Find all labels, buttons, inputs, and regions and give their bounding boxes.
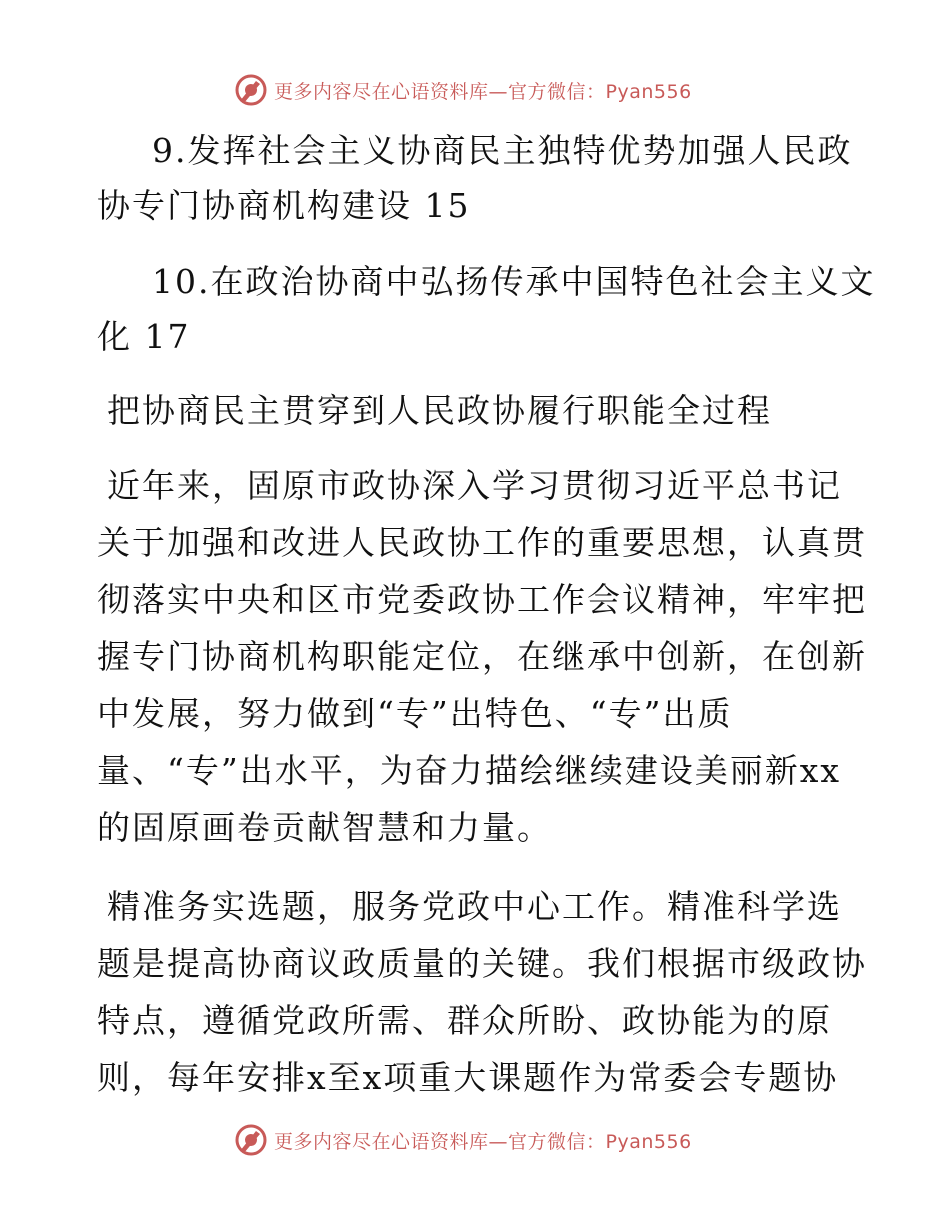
paragraph-line: 彻落实中央和区市党委政协工作会议精神，牢牢把 <box>97 580 867 619</box>
brand-logo-icon <box>234 1123 268 1157</box>
watermark-text: 更多内容尽在心语资料库—官方微信：Pyan556 <box>274 1130 692 1153</box>
watermark-banner-bottom <box>234 1120 714 1160</box>
paragraph-line: 量、“专”出水平，为奋力描绘继续建设美丽新xx <box>97 751 841 790</box>
watermark-banner-top <box>234 70 714 110</box>
toc-line: 协专门协商机构建设 15 <box>97 186 471 225</box>
article-title: 把协商民主贯穿到人民政协履行职能全过程 <box>107 391 772 430</box>
paragraph-line: 关于加强和改进人民政协工作的重要思想，认真贯 <box>97 523 867 562</box>
toc-line: 10.在政治协商中弘扬传承中国特色社会主义文 <box>152 262 876 301</box>
toc-line: 9.发挥社会主义协商民主独特优势加强人民政 <box>152 131 853 170</box>
paragraph-line: 握专门协商机构职能定位，在继承中创新，在创新 <box>97 637 867 676</box>
watermark-text: 更多内容尽在心语资料库—官方微信：Pyan556 <box>274 80 692 103</box>
paragraph-line: 精准务实选题，服务党政中心工作。精准科学选 <box>107 887 842 926</box>
toc-line: 化 17 <box>97 317 191 356</box>
paragraph-line: 题是提高协商议政质量的关键。我们根据市级政协 <box>97 944 867 983</box>
paragraph-line: 中发展，努力做到“专”出特色、“专”出质 <box>97 694 733 733</box>
paragraph-line: 特点，遵循党政所需、群众所盼、政协能为的原 <box>97 1001 832 1040</box>
paragraph-line: 则，每年安排x至x项重大课题作为常委会专题协 <box>97 1058 839 1097</box>
paragraph-line: 近年来，固原市政协深入学习贯彻习近平总书记 <box>107 466 842 505</box>
brand-logo-icon <box>234 73 268 107</box>
paragraph-line: 的固原画卷贡献智慧和力量。 <box>97 808 552 847</box>
